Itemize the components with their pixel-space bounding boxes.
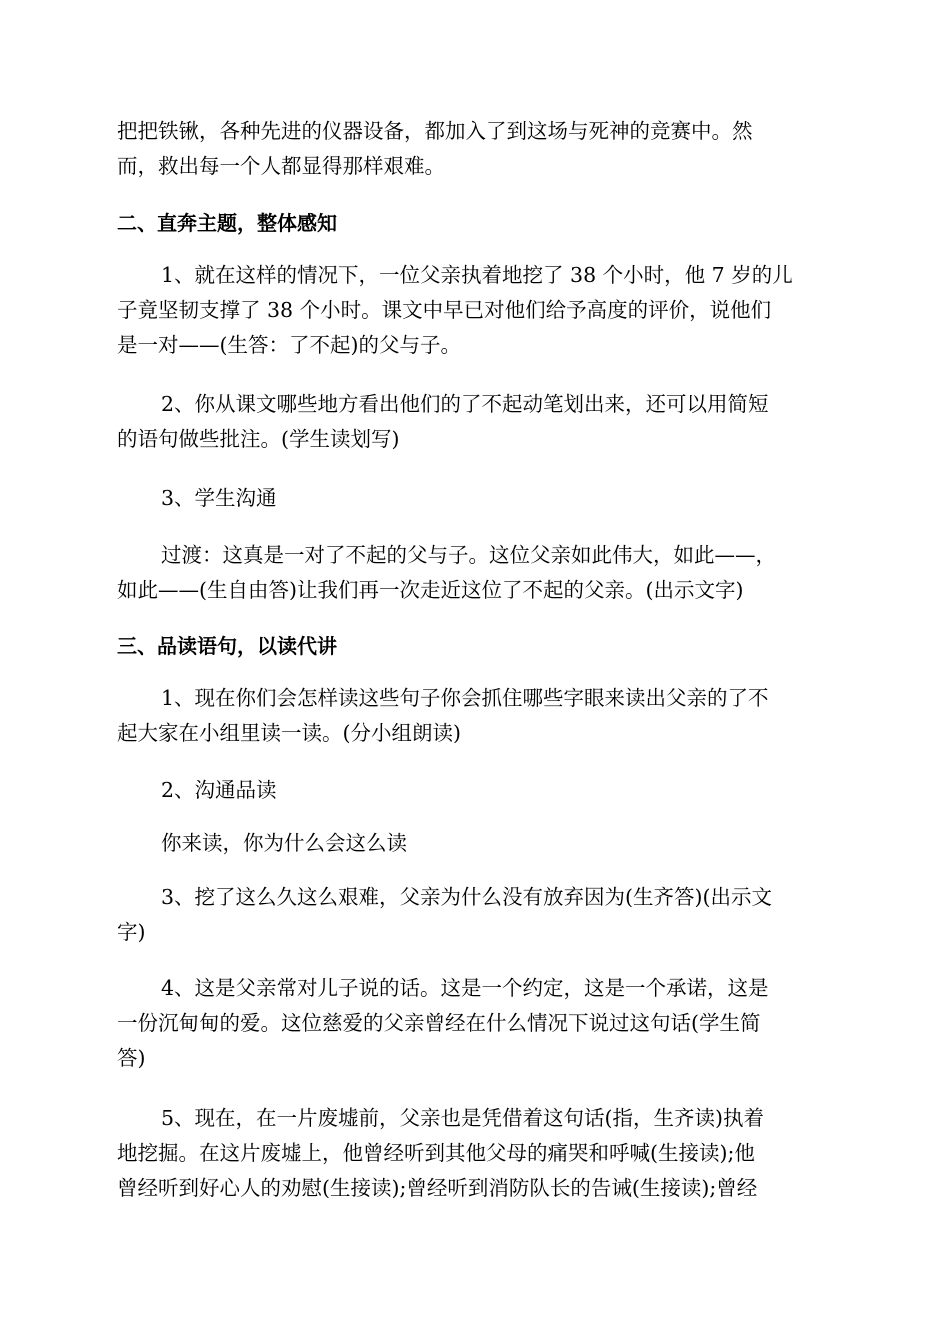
text-line: 2、你从课文哪些地方看出他们的了不起动笔划出来，还可以用简短: [161, 392, 769, 416]
paragraph-item-4: [117, 971, 837, 1076]
paragraph-intro-continued: [117, 114, 837, 184]
section-heading-2: 二、直奔主题，整体感知: [117, 211, 337, 235]
text-line: 答): [117, 1046, 146, 1070]
text-line: 把把铁锹，各种先进的仪器设备，都加入了到这场与死神的竞赛中。然: [117, 119, 753, 143]
text-line: 4、这是父亲常对儿子说的话。这是一个约定，这是一个承诺，这是: [161, 976, 769, 1000]
text-line: 而，救出每一个人都显得那样艰难。: [117, 154, 445, 178]
paragraph-item-5: [117, 1101, 837, 1206]
text-line: 字): [117, 920, 146, 944]
section-heading-3: 三、品读语句，以读代讲: [117, 634, 337, 658]
text-line: 如此——(生自由答)让我们再一次走近这位了不起的父亲。(出示文字): [117, 578, 744, 602]
paragraph-transition: [117, 538, 837, 608]
text-line: 过渡：这真是一对了不起的父与子。这位父亲如此伟大，如此——，: [161, 543, 776, 567]
text-line: 2、沟通品读: [161, 778, 277, 802]
text-line: 1、现在你们会怎样读这些句子你会抓住哪些字眼来读出父亲的了不: [161, 686, 769, 710]
paragraph-item-1b: [117, 681, 837, 751]
text-line: 3、学生沟通: [161, 486, 277, 510]
text-line: 一份沉甸甸的爱。这位慈爱的父亲曾经在什么情况下说过这句话(学生简: [117, 1011, 761, 1035]
paragraph-item-1: [117, 258, 837, 363]
text-line: 3、挖了这么久这么艰难，父亲为什么没有放弃因为(生齐答)(出示文: [161, 885, 773, 909]
text-line: 地挖掘。在这片废墟上，他曾经听到其他父母的痛哭和呼喊(生接读);他: [117, 1141, 755, 1165]
paragraph-reading: [117, 826, 837, 861]
paragraph-item-3: [117, 481, 837, 516]
text-line: 起大家在小组里读一读。(分小组朗读): [117, 721, 461, 745]
text-line: 是一对——(生答：了不起)的父与子。: [117, 333, 461, 357]
text-line: 你来读，你为什么会这么读: [161, 831, 407, 855]
text-line: 的语句做些批注。(学生读划写): [117, 427, 400, 451]
text-line: 子竟坚韧支撑了 38 个小时。课文中早已对他们给予高度的评价，说他们: [117, 298, 772, 322]
text-line: 曾经听到好心人的劝慰(生接读);曾经听到消防队长的告诫(生接读);曾经: [117, 1176, 758, 1200]
paragraph-item-2: [117, 387, 837, 457]
text-line: 5、现在，在一片废墟前，父亲也是凭借着这句话(指，生齐读)执着: [161, 1106, 765, 1130]
paragraph-item-2b: [117, 773, 837, 808]
text-line: 1、就在这样的情况下，一位父亲执着地挖了 38 个小时，他 7 岁的儿: [161, 263, 793, 287]
paragraph-item-3b: [117, 880, 837, 950]
